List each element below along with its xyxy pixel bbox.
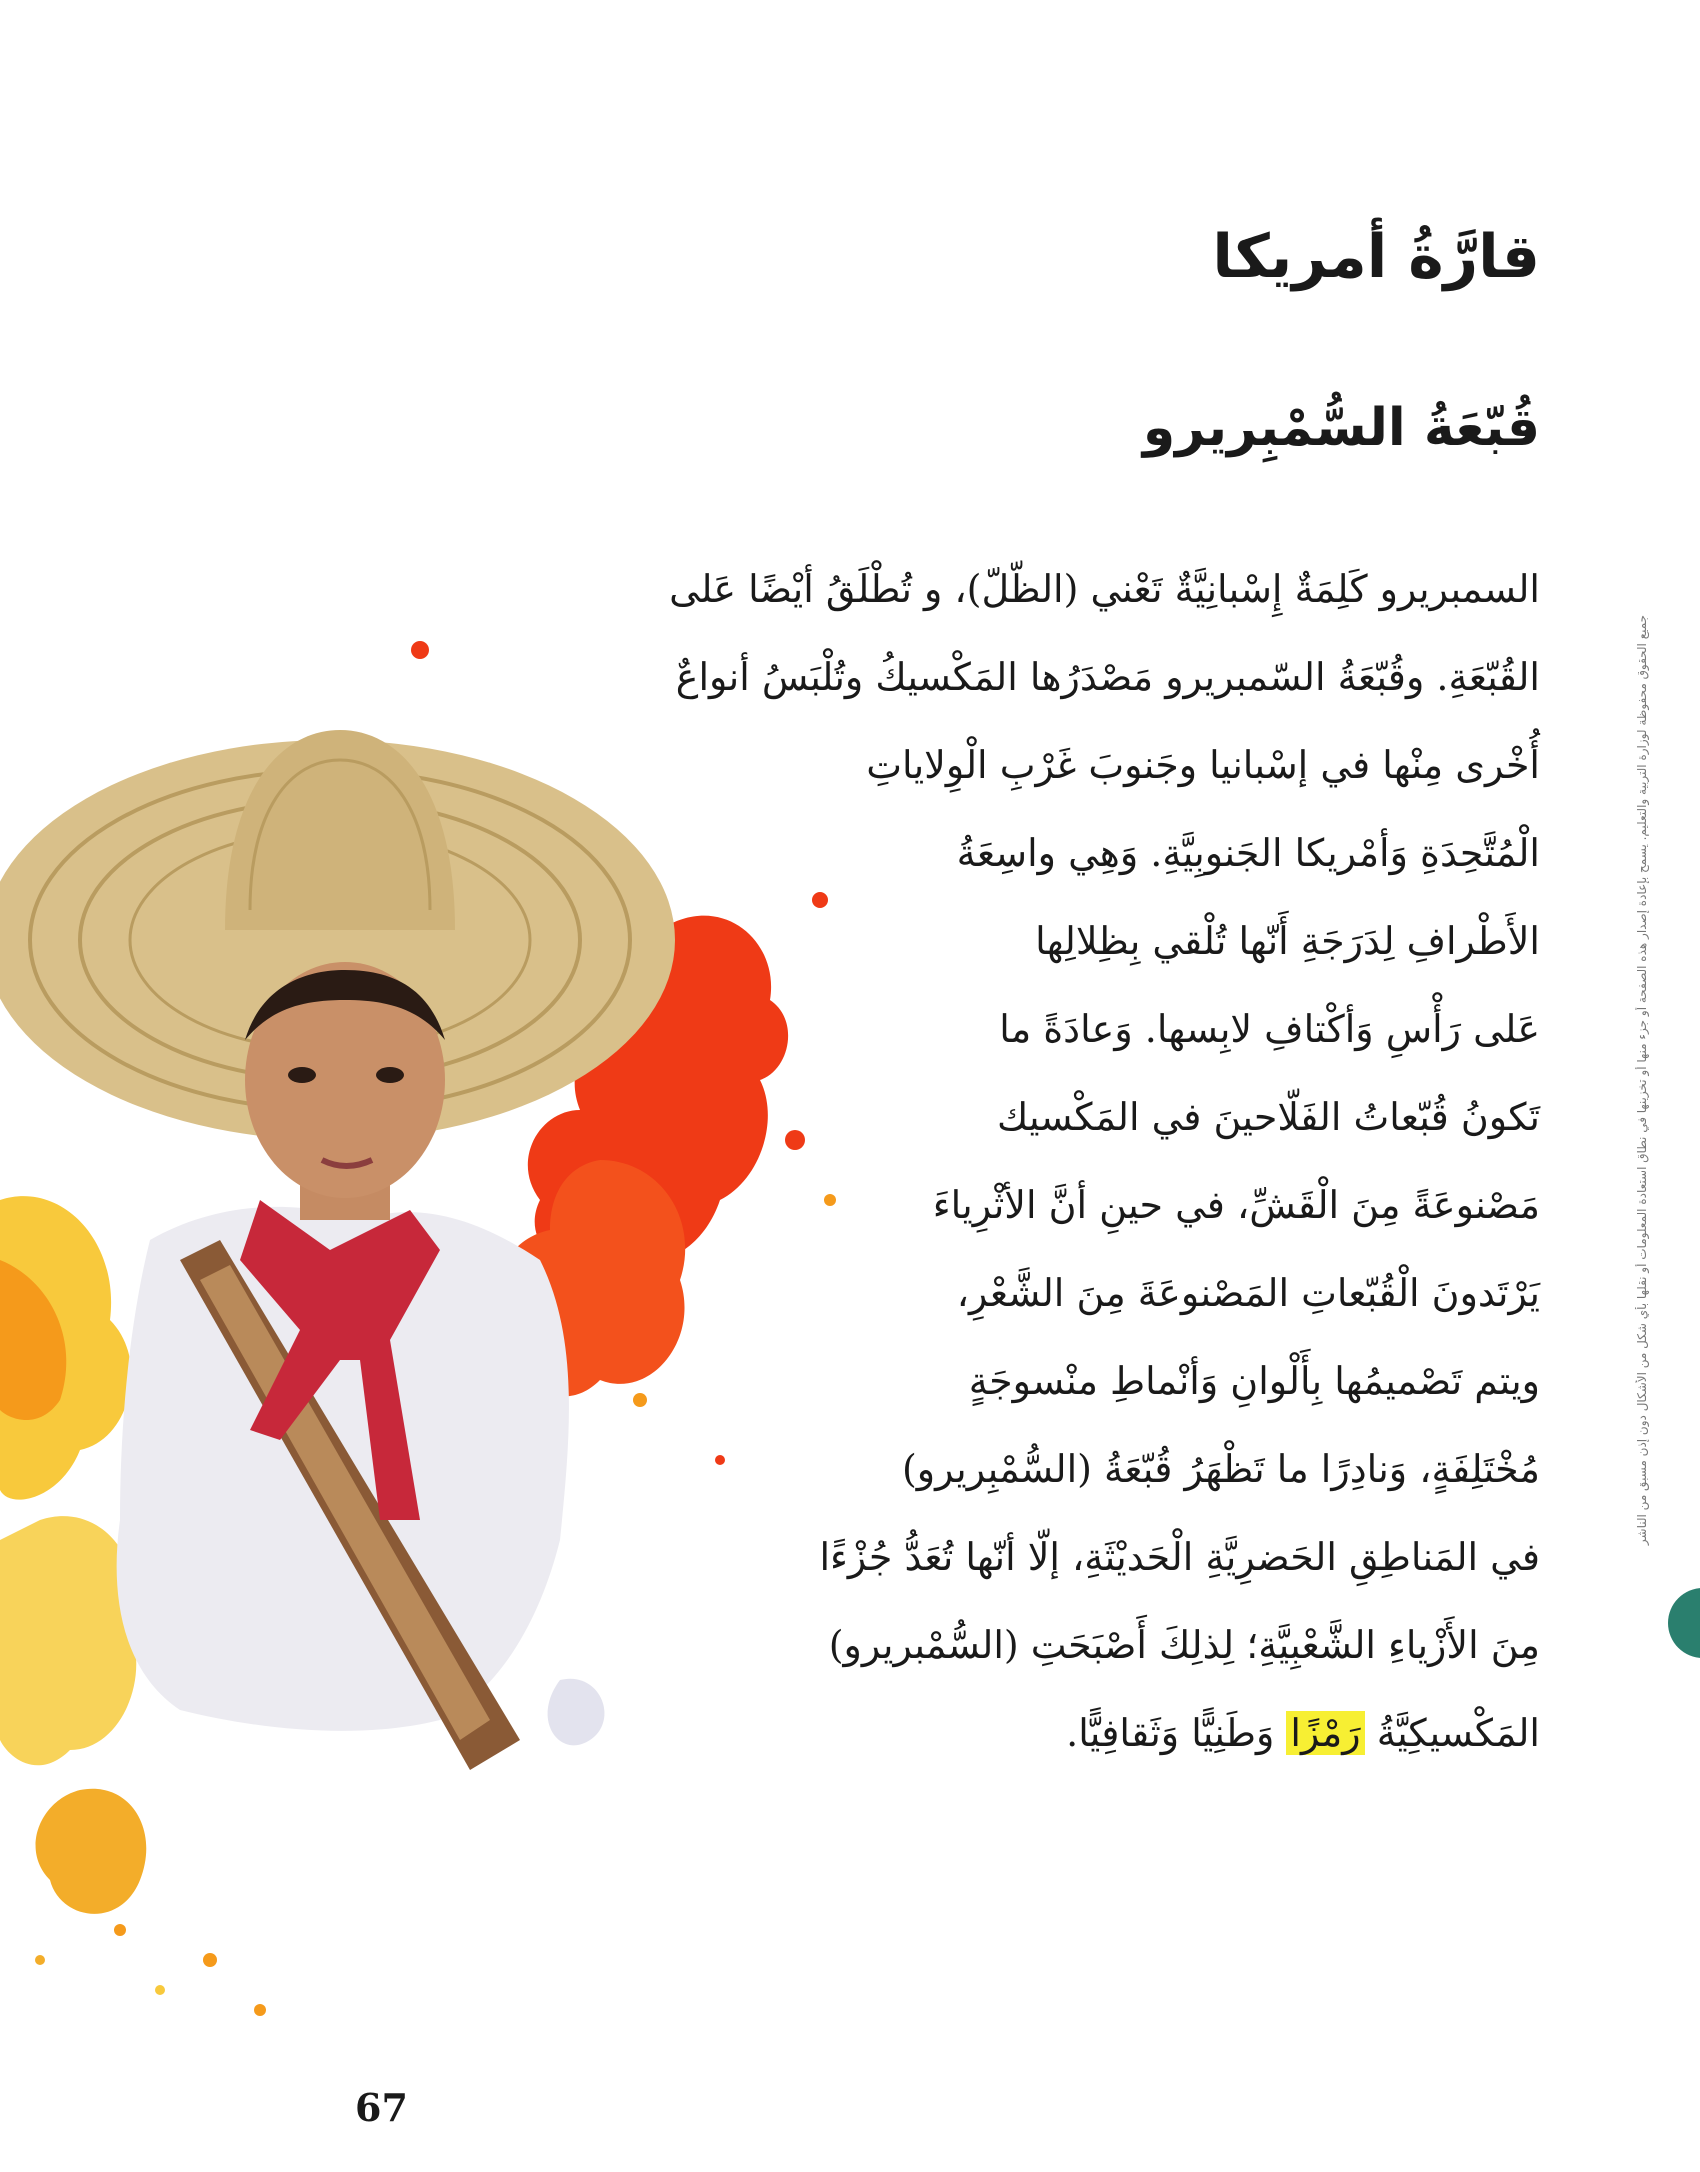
paragraph-line: مَصْنوعَةً مِنَ الْقَشِّ، في حينِ أنَّ الأثْرِياءَ (932, 1183, 1540, 1227)
page-title: قارَّةُ أمريكا (1212, 222, 1540, 292)
section-subtitle: قُبّعَةُ السُّمْبِريرو (1142, 398, 1540, 458)
paragraph-last-line (669, 1689, 1540, 1777)
paragraph-line: مُخْتَلِفَةٍ، وَنادِرًا ما تَظْهَرُ قُبّعَةُ (السُّمْبِريرو) (901, 1447, 1540, 1491)
paragraph-line: تَكونُ قُبّعاتُ الفَلّاحينَ في المَكْسيك (997, 1095, 1540, 1139)
paragraph-line: الأَطْرافِ لِدَرَجَةِ أَنّها تُلْقي بِظِلالِها (1035, 919, 1540, 963)
paragraph-line: يَرْتَدونَ الْقُبّعاتِ المَصْنوعَةَ مِنَ الشَّعْرِ، (956, 1271, 1540, 1315)
paragraph-line: عَلى رَأْسِ وَأكْتافِ لابِسها. وَعادَةً ما (999, 1007, 1540, 1051)
paragraph-line: القُبّعَةِ. وقُبّعَةُ السّمبريرو مَصْدَرُها المَكْسيكُ وتُلْبَسُ أنواعٌ (675, 655, 1540, 699)
last-line-start: المَكْسيكِيَّةُ (1364, 1711, 1540, 1755)
paragraph-line: السمبريرو كَلِمَةٌ إِسْبانِيَّةٌ تَعْني (الظّلّ)، و تُطْلَقُ أيْضًا عَلى (669, 567, 1540, 611)
page-number: 67 (355, 2085, 408, 2130)
highlighted-word: رَمْزًا (1286, 1711, 1364, 1755)
paragraph-line: أُخْرى مِنْها في إسْبانيا وجَنوبَ غَرْبِ الْوِلاياتِ (866, 743, 1540, 787)
paragraph-line: مِنَ الأَزْياءِ الشَّعْبِيَّةِ؛ لِذلِكَ أَصْبَحَتِ (السُّمْبريرو) (828, 1623, 1540, 1667)
paragraph-line: ويتم تَصْميمُها بِأَلْوانِ وَأنْماطِ منْسوجَةٍ (968, 1359, 1540, 1403)
last-line-end: وَطَنِيًّا وَثَقافِيًّا. (1066, 1711, 1287, 1755)
chapter-tab-marker (1668, 1588, 1700, 1658)
article-paragraph (669, 545, 1540, 1777)
paragraph-line: في المَناطِقِ الحَضرِيَّةِ الْحَديْثَةِ، إلّا أنّها تُعَدُّ جُزْءًا (819, 1535, 1540, 1579)
paragraph-line: الْمُتَّحِدَةِ وَأمْريكا الجَنوبِيَّةِ. وَهِي واسِعَةُ (956, 831, 1540, 875)
copyright-note: جميع الحقوق محفوظة لوزارة التربية والتعليم. يسمح بإعادة إصدار هذه الصفحة أو جزء منها أو تخزينها في نطاق استعادة المعلومات أو نقلها بأي شكل من الأشكال دون إذن مسبق من الناشر (1635, 614, 1649, 1546)
